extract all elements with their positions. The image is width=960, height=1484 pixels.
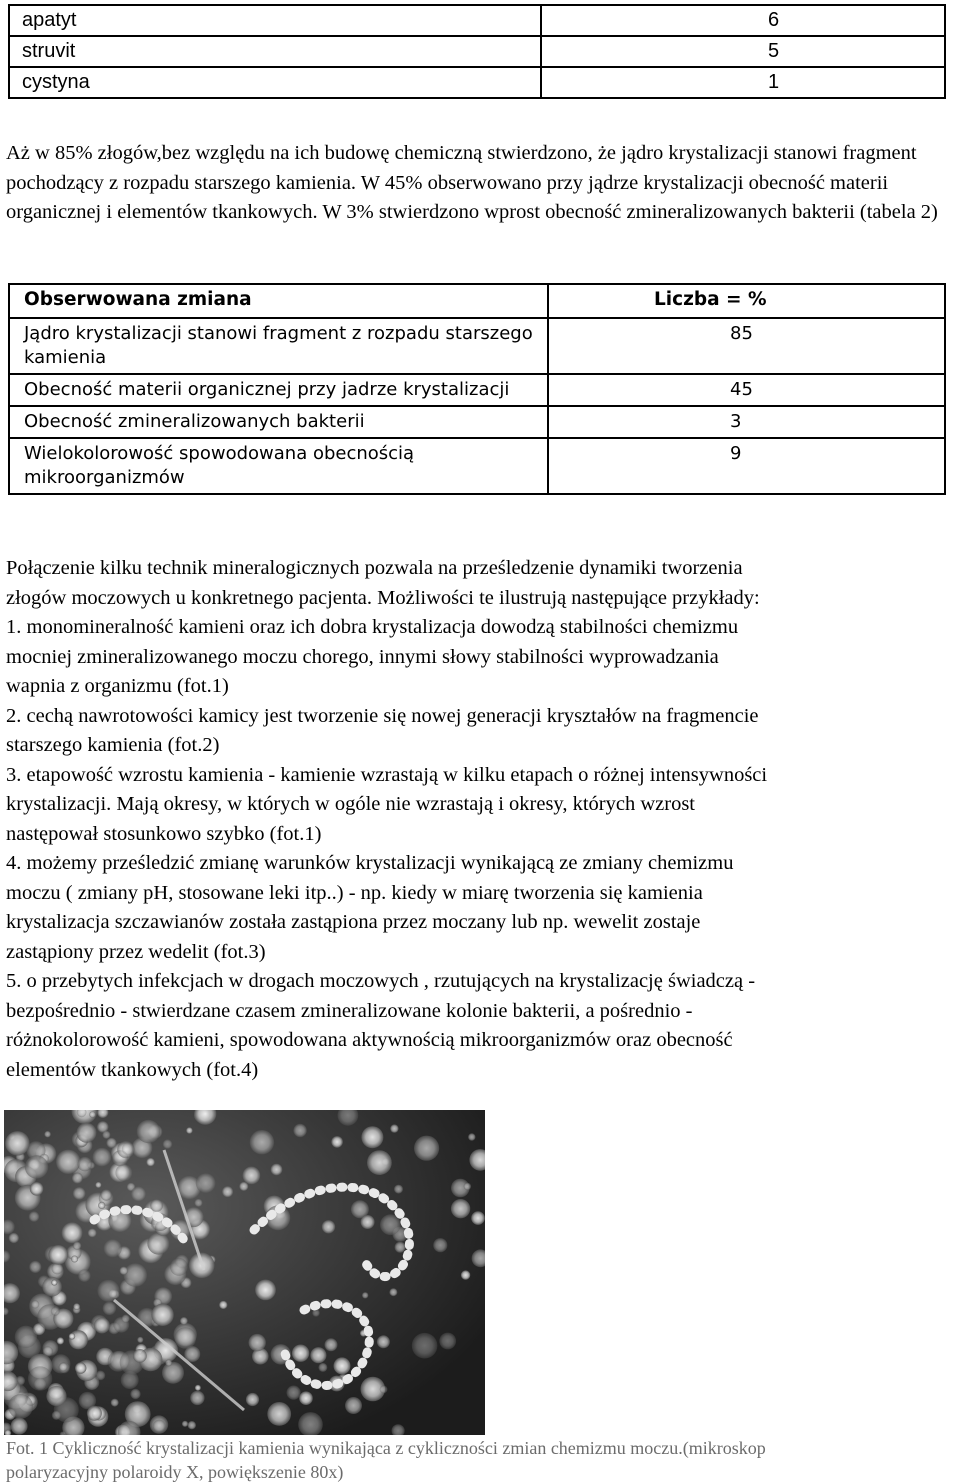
micrograph-speckle — [380, 1386, 388, 1394]
micrograph-speckle — [433, 1238, 447, 1252]
text-line: bezpośrednio - stwierdzane czasem zmineralizowane kolonie bakterii, a pośrednio - — [6, 999, 693, 1022]
micrograph-speckle — [394, 1185, 403, 1194]
micrograph-speckle — [147, 1233, 169, 1255]
micrograph-speckle — [367, 1150, 392, 1175]
micrograph-speckle — [222, 1186, 233, 1197]
micrograph-speckle — [44, 1131, 51, 1138]
micrograph-speckle — [9, 1233, 19, 1243]
micrograph-speckle — [46, 1386, 66, 1406]
table-header-row — [9, 284, 945, 318]
micrograph-speckle — [49, 1245, 69, 1265]
micrograph-speckle — [8, 1394, 33, 1419]
micrograph-speckle — [334, 1357, 351, 1374]
text-line: Połączenie kilku technik mineralogicznych pozwala na prześledzenie dynamiki tworzenia — [6, 557, 743, 579]
text-line: krystalizacja szczawianów została zastąpiona przez moczany lub np. wewelit zostaje — [6, 911, 701, 933]
micrograph-speckle — [72, 1173, 83, 1184]
micrograph-speckle — [59, 1363, 68, 1372]
table-row — [9, 318, 945, 374]
micrograph-speckle — [29, 1261, 41, 1273]
observation-label: Obecność zmineralizowanych bakterii — [9, 406, 548, 438]
micrograph-speckle — [73, 1242, 81, 1250]
observation-value: 85 — [548, 318, 945, 374]
micrograph-speckle — [439, 1333, 456, 1350]
text-line: 3. etapowość wzrostu kamienia - kamienie wzrastają w kilku etapach o różnej intensywności — [6, 763, 768, 786]
micrograph-speckle — [255, 1280, 276, 1301]
micrograph-speckle — [196, 1173, 216, 1193]
micrograph-speckle — [412, 1333, 438, 1359]
examples-paragraph — [6, 554, 956, 1085]
micrograph-speckle — [73, 1303, 80, 1310]
micrograph-speckle — [78, 1157, 93, 1172]
observation-value: 3 — [548, 406, 945, 438]
micrograph-speckle — [287, 1386, 301, 1400]
micrograph-speckle — [361, 1126, 383, 1148]
micrograph-speckle — [117, 1141, 134, 1158]
text-line: złogów moczowych u konkretnego pacjenta. Możliwości te ilustrują następujące przykłady: — [6, 586, 760, 609]
micrograph-speckle — [165, 1359, 172, 1366]
micrograph-speckle — [124, 1263, 148, 1287]
micrograph-speckle — [31, 1300, 39, 1308]
micrograph-speckle — [461, 1270, 470, 1279]
micrograph-speckle — [88, 1228, 97, 1237]
table-row — [9, 67, 945, 98]
micrograph-speckle — [362, 1292, 368, 1298]
micrograph-speckle — [115, 1164, 132, 1181]
micrograph-speckle — [271, 1164, 283, 1176]
caption-line: polaryzacyjny polaroidy X, powiększenie 80x) — [6, 1462, 344, 1482]
mineral-name: apatyt — [9, 5, 541, 36]
micrograph-speckle — [195, 1385, 201, 1391]
text-line: krystalizacji. Mają okresy, w których w ogóle nie wzrastają i okresy, których wzrost — [6, 793, 696, 815]
micrograph-speckle — [325, 1338, 338, 1351]
micrograph-speckle — [57, 1337, 64, 1344]
micrograph-speckle — [180, 1317, 188, 1325]
micrograph-speckle — [96, 1371, 106, 1381]
micrograph-speckle — [395, 1242, 406, 1253]
observation-label: Obecność materii organicznej przy jadrze krystalizacji — [9, 374, 548, 406]
micrograph-speckle — [414, 1136, 439, 1161]
micrograph-speckle — [175, 1327, 197, 1349]
micrograph-speckle — [71, 1256, 78, 1263]
micrograph-speckle — [345, 1397, 362, 1414]
text-line: starszego kamienia (fot.2) — [6, 734, 220, 756]
text-line: wapnia z organizmu (fot.1) — [6, 675, 229, 697]
micrograph-speckle — [151, 1304, 173, 1326]
micrograph-speckle — [78, 1269, 91, 1282]
micrograph-speckle — [52, 1411, 61, 1420]
micrograph-speckle — [62, 1222, 83, 1243]
mineral-count: 1 — [541, 67, 945, 98]
micrograph-speckle — [299, 1391, 313, 1405]
micrograph-speckle — [162, 1362, 184, 1384]
micrograph-speckle — [249, 1334, 266, 1351]
micrograph-speckle — [103, 1302, 117, 1316]
observation-value: 9 — [548, 438, 945, 494]
table-row — [9, 5, 945, 36]
micrograph-speckle — [51, 1280, 57, 1286]
micrograph-speckle — [29, 1211, 40, 1222]
micrograph-speckle — [77, 1123, 97, 1143]
micrograph-speckle — [69, 1330, 88, 1349]
text-line: 1. monomineralność kamieni oraz ich dobra krystalizacja dowodzą stabilności chemizmu — [6, 616, 739, 638]
table-row — [9, 438, 945, 494]
text-line: następował stosunkowo szybko (fot.1) — [6, 822, 322, 845]
micrograph-speckle — [186, 1127, 193, 1134]
micrograph-speckle — [451, 1199, 470, 1218]
intro-paragraph: Aż w 85% złogów,bez względu na ich budowę chemiczną stwierdzono, że jądro krystalizacji stanowi fragment pochodzący z rozpadu starszego kamienia. W 45% obserwowano przy jądrze krystalizacji obecność materii organicznej i elementów tkankowych. W 3% stwierdzono wprost obecność zmineralizowanych bakterii (tabela 2) — [6, 142, 938, 223]
micrograph-speckle — [133, 1349, 147, 1363]
text-line: 2. cechą nawrotowości kamicy jest tworzenie się nowej generacji kryształów na fragmencie — [6, 704, 759, 727]
micrograph-speckle — [28, 1366, 52, 1390]
micrograph-speckle — [131, 1186, 146, 1201]
micrograph-speckle — [98, 1202, 105, 1209]
column-header-percent: Liczba = % — [548, 284, 945, 318]
micrograph-speckle — [267, 1402, 291, 1426]
micrograph-speckle — [73, 1187, 86, 1200]
micrograph-speckle — [69, 1333, 75, 1339]
mineral-name: struvit — [9, 36, 541, 67]
micrograph-speckle — [182, 1421, 188, 1427]
observations-table — [8, 283, 946, 495]
photo-caption — [6, 1436, 956, 1484]
micrograph-speckle — [104, 1239, 122, 1257]
micrograph-speckle — [293, 1124, 306, 1137]
micrograph-speckle — [194, 1199, 202, 1207]
micrograph-speckle — [377, 1335, 390, 1348]
micrograph-speckle — [389, 1288, 397, 1296]
observation-label: Jądro krystalizacji stanowi fragment z rozpadu starszego kamienia — [9, 318, 548, 374]
micrograph-speckle — [170, 1258, 188, 1276]
mineral-count: 5 — [541, 36, 945, 67]
micrograph-speckle — [111, 1399, 119, 1407]
micrograph-speckle — [97, 1280, 119, 1302]
micrograph-speckle — [163, 1139, 173, 1149]
micrograph-speckle — [219, 1301, 227, 1309]
mineral-name: cystyna — [9, 67, 541, 98]
micrograph-speckle — [190, 1391, 204, 1405]
micrograph-speckle — [310, 1347, 326, 1363]
micrograph-speckle — [318, 1363, 327, 1372]
observation-label: Wielokolorowość spowodowana obecnością mikroorganizmów — [9, 438, 548, 494]
micrograph-speckle — [122, 1315, 130, 1323]
text-line: mocniej zmineralizowanego moczu chorego, innymi słowy stabilności wyprowadzania — [6, 645, 719, 668]
mineral-table — [8, 4, 946, 99]
mineral-count: 6 — [541, 5, 945, 36]
micrograph-speckle — [188, 1421, 196, 1429]
micrograph-speckle — [11, 1418, 28, 1435]
micrograph-speckle — [5, 1131, 29, 1155]
column-header-change: Obserwowana zmiana — [9, 284, 548, 318]
micrograph-image — [4, 1110, 485, 1435]
micrograph-speckle — [106, 1138, 116, 1148]
micrograph-speckle — [15, 1326, 37, 1348]
text-line: moczu ( zmiany pH, stosowane leki itp..) - np. kiedy w miarę tworzenia się kamienia — [6, 881, 703, 904]
micrograph-speckle — [87, 1406, 102, 1421]
micrograph-speckle — [468, 1133, 475, 1140]
micrograph-speckle — [464, 1183, 471, 1190]
micrograph-speckle — [471, 1211, 485, 1225]
caption-line: Fot. 1 Cykliczność krystalizacji kamienia wynikająca z cykliczności zmian chemizmu moczu.(mikroskop — [6, 1438, 766, 1458]
micrograph-speckle — [322, 1220, 335, 1233]
table-row — [9, 374, 945, 406]
micrograph-speckle — [153, 1420, 166, 1433]
micrograph-speckle — [331, 1136, 343, 1148]
micrograph-speckle — [361, 1215, 375, 1229]
micrograph-speckle — [137, 1120, 160, 1143]
micrograph-speckle — [243, 1167, 261, 1185]
micrograph-speckle — [102, 1131, 110, 1139]
text-line: 5. o przebytych infekcjach w drogach moczowych , rzutujących na krystalizację świadczą - — [6, 970, 756, 992]
micrograph-speckle — [101, 1189, 112, 1200]
text-line: 4. możemy prześledzić zmianę warunków krystalizacji wynikającą ze zmiany chemizmu — [6, 852, 734, 874]
text-line: różnokolorowość kamieni, spowodowana aktywnością mikroorganizmów oraz obecność — [6, 1029, 733, 1051]
micrograph-speckle — [94, 1318, 110, 1334]
micrograph-speckle — [30, 1182, 44, 1196]
micrograph-speckle — [130, 1389, 140, 1399]
micrograph-photo — [4, 1110, 485, 1435]
table-row — [9, 36, 945, 67]
micrograph-speckle — [246, 1393, 259, 1406]
micrograph-speckle — [75, 1362, 86, 1373]
micrograph-speckle — [292, 1345, 309, 1362]
table-row — [9, 406, 945, 438]
text-line: elementów tkankowych (fot.4) — [6, 1058, 259, 1081]
micrograph-speckle — [42, 1277, 62, 1297]
micrograph-speckle — [239, 1182, 248, 1191]
micrograph-speckle — [137, 1337, 143, 1343]
micrograph-speckle — [93, 1148, 112, 1167]
micrograph-speckle — [95, 1182, 101, 1188]
micrograph-speckle — [250, 1130, 274, 1154]
micrograph-speckle — [25, 1155, 48, 1178]
micrograph-speckle — [120, 1267, 128, 1275]
micrograph-speckle — [51, 1307, 60, 1316]
micrograph-speckle — [390, 1124, 398, 1132]
observation-value: 45 — [548, 374, 945, 406]
text-line: zastąpiony przez wedelit (fot.3) — [6, 940, 266, 963]
micrograph-speckle — [89, 1111, 96, 1118]
micrograph-speckle — [150, 1199, 163, 1212]
micrograph-speckle — [146, 1158, 155, 1167]
micrograph-speckle — [56, 1150, 80, 1174]
